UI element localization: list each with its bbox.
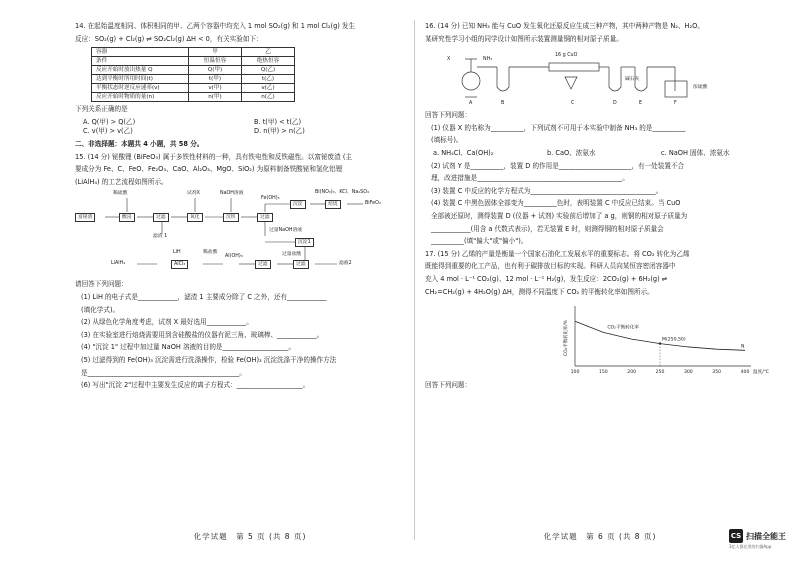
label-e: E	[639, 101, 643, 107]
q15-part: 是______________________________________________。	[81, 368, 246, 377]
table-cell: t(乙)	[242, 75, 295, 84]
product-bifeo3: BiFeO₃	[365, 201, 381, 207]
table-cell: t(甲)	[189, 75, 242, 84]
table-cell: 恒温恒容	[189, 57, 242, 66]
x-tick-label: 200	[627, 370, 637, 376]
camscanner-logo-icon: CS	[729, 529, 743, 543]
q16-options	[433, 149, 775, 159]
q15-part: (3) 在实验室进行焙烧需要用到含硅酸盐的仪器有泥三角、玻璃棒、____________。	[81, 330, 324, 339]
section-heading: 二、非选择题：本题共 4 小题，共 58 分。	[75, 139, 204, 148]
q17-prompt: 回答下列问题：	[425, 381, 472, 390]
step-calcine: 焙烧	[325, 200, 341, 209]
step-leach: 酸浸	[119, 213, 135, 222]
q15-stem-1: 15. (14 分) 铋酸锂 (BiFeO₃) 属于多铁性材料的一种，具有铁电性和反铁磁性。以富铋废渣 (主	[75, 152, 352, 161]
q15-part: (2) 从绿色化学角度考虑，试剂 X 最好选用____________。	[81, 318, 253, 327]
point-n-label: N	[741, 344, 745, 350]
label-d: D	[613, 101, 617, 107]
x-tick-label: 100	[570, 370, 580, 376]
q16-part: ____________(用含 a 代数式表示)，若无装置 E 时，则测得铜的相对原子质量会	[431, 224, 664, 233]
lih-label: LiH	[173, 250, 181, 256]
label-nh3: NH₃	[483, 57, 493, 63]
q16-part: 全部被还原时，测得装置 D (仪器 + 试剂) 实验前后增加了 a g，则铜的相对原子质量为	[431, 211, 688, 220]
series-line	[575, 321, 745, 350]
table-header-cell: 甲	[189, 48, 242, 57]
table-cell: n(甲)	[189, 93, 242, 102]
q15-part: (4) "沉淀 1" 过程中加过量 NaOH 溶液的目的是____________________。	[81, 343, 296, 352]
q15-stem-2: 要成分为 Fe、C、FeO、Fe₂O₃、CaO、Al₂O₃、MgO、SiO₂) 为原料制备铁酸铋和氢化铝锂	[75, 165, 343, 174]
table-cell: 达到平衡时所用时间(t)	[92, 75, 189, 84]
x-tick-label: 250	[655, 370, 665, 376]
reagent-x-label: 试剂X	[187, 191, 200, 197]
series-label: CO₂平衡转化率	[607, 325, 639, 331]
table-cell: 条件	[92, 57, 189, 66]
q16-prompt: 回答下列问题：	[425, 111, 472, 120]
q14-table	[91, 47, 295, 102]
label-f: F	[674, 101, 677, 107]
q14-options	[83, 118, 425, 137]
q16-stem-1: 16. (14 分) 已知 NH₃ 能与 CuO 发生氧化还原反应生成三种产物，其中两种产物是 N₂、H₂O。	[425, 22, 704, 30]
y-axis-label: CO₂平衡转化率/%	[564, 320, 569, 357]
option-a: A. Q(甲) > Q(乙)	[83, 117, 136, 126]
feoh-label: Fe(OH)₃	[261, 196, 280, 202]
chart-svg	[425, 300, 775, 378]
apparatus-drawing	[425, 47, 775, 109]
q16-part: __________(填"偏大"或"偏小")。	[431, 237, 528, 246]
q14-stem-1: 14. 在起始温度相同、体积相同的甲、乙两个容器中均充入 1 mol SO₂(g) 和 1 mol Cl₂(g) 发生	[75, 22, 356, 30]
label-cuo: 16 g CuO	[555, 53, 578, 59]
x-axis-label: 温度/℃	[753, 370, 769, 376]
x-tick-label: 400	[740, 370, 750, 376]
step-filter-2: 过滤	[257, 213, 273, 222]
option-c: c. NaOH 固体、浓氨水	[661, 148, 730, 157]
table-cell: 平衡状态时逆反应速率(v)	[92, 84, 189, 93]
process-flowchart	[75, 190, 425, 276]
table-row	[92, 75, 295, 84]
apparatus-diagram	[425, 47, 775, 109]
q16-part: (填标号)。	[431, 136, 463, 145]
q15-stem-3: (LiAlH₄) 的工艺流程如图所示。	[75, 177, 168, 186]
q15-part: (填化学式)。	[81, 305, 120, 314]
scanner-name: 扫描全能王	[746, 531, 786, 541]
option-d: D. n(甲) > n(乙)	[254, 127, 305, 136]
dil-hcl-label: 稀盐酸	[203, 250, 218, 256]
table-header-cell: 容器	[92, 48, 189, 57]
step-precip-1: 沉淀1	[295, 238, 314, 247]
co2-conversion-chart	[425, 300, 775, 378]
option-c: C. v(甲) > v(乙)	[83, 127, 133, 136]
q16-stem-2: 某研究性学习小组的同学设计如图所示装置测量铜的相对原子质量。	[425, 34, 623, 43]
x-tick-label: 150	[598, 370, 608, 376]
q16-part: (4) 装置 C 中黑色固体全部变为__________色时，表明装置 C 中反应已结束。当 CuO	[431, 199, 681, 208]
q16-part: (3) 装置 C 中反应的化学方程式为______________________________________。	[431, 186, 663, 195]
option-a: a. NH₄Cl、Ca(OH)₂	[433, 148, 494, 157]
table-cell: 反应开始时放出热量 Q	[92, 66, 189, 75]
table-cell: v(乙)	[242, 84, 295, 93]
table-cell: v(甲)	[189, 84, 242, 93]
table-row	[92, 57, 295, 66]
label-b: B	[501, 101, 505, 107]
label-x: X	[447, 57, 451, 63]
table-row	[92, 93, 295, 102]
point-m-label: M(250,50)	[662, 337, 686, 343]
reagent-label: 稀硫酸	[113, 191, 128, 197]
step-oxidize: 氧化	[187, 213, 203, 222]
q17-stem: 17. (15 分) 乙烯的产量是衡量一个国家石油化工发展水平的重要标志。将 CO₂ 转化为乙烯	[425, 249, 690, 258]
table-header-row	[92, 48, 295, 57]
table-header-cell: 乙	[242, 48, 295, 57]
q14-stem-2: 反应：SO₂(g) + Cl₂(g) ⇌ SO₂Cl₂(g) ΔH < 0，有关实验如下：	[75, 34, 263, 43]
table-cell: 反应开始时物质的量(n)	[92, 93, 189, 102]
left-page	[75, 22, 425, 542]
option-b: B. t(甲) < t(乙)	[254, 117, 302, 126]
q15-prompt: 请回答下列问题：	[75, 280, 128, 289]
step-filter-1: 过滤	[153, 213, 169, 222]
table-cell: Q(甲)	[189, 66, 242, 75]
label-a: A	[469, 101, 473, 107]
table-row	[92, 66, 295, 75]
label-acid: 浓硫酸	[693, 85, 708, 91]
q16-part: (1) 仪器 X 的名称为__________，下列试剂不可用于本实验中制备 NH₃ 的是__________	[431, 123, 686, 132]
filtrate-2-label: 滤液2	[339, 261, 352, 267]
step-react: 沉淀	[290, 200, 306, 209]
page-footer-right: 化学试题 第 6 页 (共 8 页)	[543, 532, 657, 542]
label-c: C	[571, 101, 575, 107]
step-filter-3: 过滤	[293, 260, 309, 269]
step-filter-4: 过滤	[255, 260, 271, 269]
scanner-badge	[729, 529, 786, 549]
excess-naoh-label: 过量NaOH溶液	[269, 228, 303, 234]
label-lime: 碱石灰	[625, 77, 640, 83]
option-b: b. CaO、浓氨水	[547, 148, 596, 157]
q15-part: (5) 过滤得到的 Fe(OH)₃ 沉淀需进行洗涤操作，检验 Fe(OH)₃ 沉淀洗涤干净的操作方法	[81, 355, 337, 364]
right-page	[425, 22, 775, 542]
scanner-tagline: 3亿人都在用的扫描App	[729, 544, 772, 549]
product-lialh4: LiAlH₄	[111, 261, 126, 267]
alcl3-box: AlCl₃	[171, 260, 188, 269]
page-footer-left: 化学试题 第 5 页 (共 8 页)	[193, 532, 307, 542]
q15-part: (6) 写出"沉淀 2"过程中主要发生反应的离子方程式：____________________。	[81, 381, 310, 390]
table-cell: Q(乙)	[242, 66, 295, 75]
aloh-label: Al(OH)₃	[225, 254, 243, 260]
step-precip-fe: 沉铁	[223, 213, 239, 222]
excess-hcl-label: 过量盐酸	[282, 252, 302, 258]
x-tick-label: 350	[712, 370, 722, 376]
q17-stem: 充入 4 mol · L⁻¹ CO₂(g)、12 mol · L⁻¹ H₂(g)，发生反应：2CO₂(g) + 6H₂(g) ⇌	[425, 274, 668, 283]
table-cell: 绝热恒容	[242, 57, 295, 66]
residue-1-label: 滤渣 1	[153, 234, 168, 240]
table-row	[92, 84, 295, 93]
table-cell: n(乙)	[242, 93, 295, 102]
q15-part: (1) LiH 的电子式是____________，滤渣 1 主要成分除了 C 之外，还有____________	[81, 292, 327, 301]
bi-reagents-label: Bi(NO₃)₃、KCl、Na₂SO₄	[315, 190, 369, 196]
q17-stem: CH₂=CH₂(g) + 4H₂O(g) ΔH，测得不同温度下 CO₂ 的平衡转化率如图所示。	[425, 287, 654, 296]
q17-stem: 既能得到重要的化工产品，也有利于碳排放目标的实现。科研人员向某恒容密闭容器中	[425, 262, 676, 271]
x-tick-label: 300	[683, 370, 693, 376]
naoh-label: NaOH溶液	[220, 191, 244, 197]
raw-material: 富铋渣	[75, 213, 95, 222]
q14-question: 下列关系正确的是	[75, 105, 128, 114]
q16-part: (2) 试剂 Y 是__________，装置 D 的作用是______________________，有一处装置不合	[431, 161, 685, 170]
q16-part: 理，改进措施是____________________________________________。	[431, 174, 629, 183]
